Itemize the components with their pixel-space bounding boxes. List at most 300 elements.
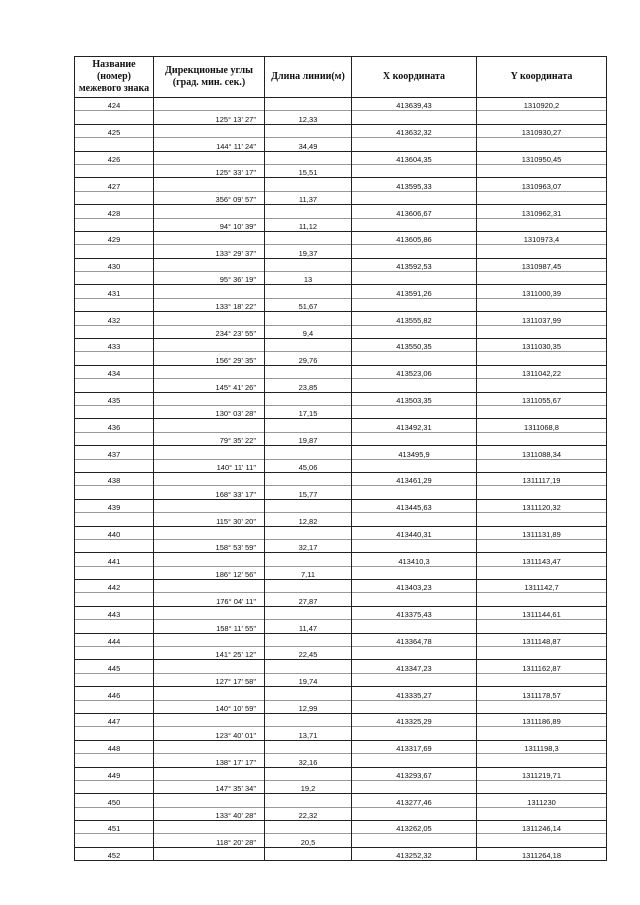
empty-cell bbox=[352, 834, 477, 847]
direction-angle: 118° 20' 28" bbox=[154, 834, 265, 847]
empty-cell bbox=[352, 191, 477, 204]
empty-cell bbox=[352, 352, 477, 365]
empty-cell bbox=[477, 245, 607, 258]
y-coordinate: 1311246,14 bbox=[477, 821, 607, 834]
empty-cell bbox=[352, 566, 477, 579]
x-coordinate: 413277,46 bbox=[352, 794, 477, 807]
empty-cell bbox=[75, 539, 154, 552]
empty-cell bbox=[265, 660, 352, 673]
segment-row bbox=[75, 218, 607, 231]
empty-cell bbox=[352, 807, 477, 820]
empty-cell bbox=[477, 620, 607, 633]
x-coordinate: 413523,06 bbox=[352, 365, 477, 378]
x-coordinate: 413503,35 bbox=[352, 392, 477, 405]
segment-row bbox=[75, 191, 607, 204]
empty-cell bbox=[154, 98, 265, 111]
x-coordinate: 413555,82 bbox=[352, 312, 477, 325]
segment-row bbox=[75, 459, 607, 472]
point-row bbox=[75, 258, 607, 271]
point-name: 425 bbox=[75, 124, 154, 137]
point-name: 424 bbox=[75, 98, 154, 111]
empty-cell bbox=[477, 325, 607, 338]
empty-cell bbox=[477, 486, 607, 499]
empty-cell bbox=[477, 593, 607, 606]
point-name: 433 bbox=[75, 339, 154, 352]
empty-cell bbox=[154, 580, 265, 593]
point-name: 447 bbox=[75, 713, 154, 726]
point-name: 430 bbox=[75, 258, 154, 271]
empty-cell bbox=[477, 218, 607, 231]
x-coordinate: 413606,67 bbox=[352, 205, 477, 218]
point-name: 441 bbox=[75, 553, 154, 566]
empty-cell bbox=[265, 740, 352, 753]
x-coordinate: 413440,31 bbox=[352, 526, 477, 539]
empty-cell bbox=[154, 633, 265, 646]
empty-cell bbox=[352, 379, 477, 392]
line-length: 15,77 bbox=[265, 486, 352, 499]
point-row bbox=[75, 526, 607, 539]
direction-angle: 140° 10' 59" bbox=[154, 700, 265, 713]
point-row bbox=[75, 205, 607, 218]
point-row bbox=[75, 365, 607, 378]
empty-cell bbox=[265, 499, 352, 512]
direction-angle: 147° 35' 34" bbox=[154, 780, 265, 793]
empty-cell bbox=[75, 379, 154, 392]
y-coordinate: 1311142,7 bbox=[477, 580, 607, 593]
empty-cell bbox=[75, 405, 154, 418]
y-coordinate: 1311055,67 bbox=[477, 392, 607, 405]
empty-cell bbox=[352, 539, 477, 552]
empty-cell bbox=[477, 432, 607, 445]
direction-angle: 158° 11' 55" bbox=[154, 620, 265, 633]
segment-row bbox=[75, 673, 607, 686]
line-length: 7,11 bbox=[265, 566, 352, 579]
point-row bbox=[75, 687, 607, 700]
line-length: 29,76 bbox=[265, 352, 352, 365]
line-length: 15,51 bbox=[265, 164, 352, 177]
x-coordinate: 413252,32 bbox=[352, 847, 477, 860]
empty-cell bbox=[477, 164, 607, 177]
empty-cell bbox=[265, 687, 352, 700]
empty-cell bbox=[477, 700, 607, 713]
empty-cell bbox=[265, 258, 352, 271]
y-coordinate: 1310987,45 bbox=[477, 258, 607, 271]
empty-cell bbox=[154, 526, 265, 539]
empty-cell bbox=[154, 713, 265, 726]
x-coordinate: 413605,86 bbox=[352, 231, 477, 244]
x-coordinate: 413492,31 bbox=[352, 419, 477, 432]
empty-cell bbox=[477, 272, 607, 285]
empty-cell bbox=[75, 298, 154, 311]
segment-row bbox=[75, 780, 607, 793]
point-row bbox=[75, 339, 607, 352]
empty-cell bbox=[154, 794, 265, 807]
segment-row bbox=[75, 647, 607, 660]
empty-cell bbox=[352, 138, 477, 151]
empty-cell bbox=[154, 124, 265, 137]
empty-cell bbox=[265, 794, 352, 807]
empty-cell bbox=[154, 553, 265, 566]
segment-row bbox=[75, 379, 607, 392]
direction-angle: 127° 17' 58" bbox=[154, 673, 265, 686]
x-coordinate: 413325,29 bbox=[352, 713, 477, 726]
line-length: 9,4 bbox=[265, 325, 352, 338]
empty-cell bbox=[352, 405, 477, 418]
y-coordinate: 1311068,8 bbox=[477, 419, 607, 432]
empty-cell bbox=[75, 566, 154, 579]
point-name: 437 bbox=[75, 446, 154, 459]
empty-cell bbox=[477, 566, 607, 579]
segment-row bbox=[75, 593, 607, 606]
direction-angle: 130° 03' 28" bbox=[154, 405, 265, 418]
empty-cell bbox=[477, 513, 607, 526]
y-coordinate: 1311088,34 bbox=[477, 446, 607, 459]
direction-angle: 168° 33' 17" bbox=[154, 486, 265, 499]
line-length: 19,87 bbox=[265, 432, 352, 445]
empty-cell bbox=[75, 807, 154, 820]
line-length: 20,5 bbox=[265, 834, 352, 847]
empty-cell bbox=[352, 325, 477, 338]
empty-cell bbox=[154, 767, 265, 780]
empty-cell bbox=[154, 312, 265, 325]
empty-cell bbox=[477, 754, 607, 767]
direction-angle: 123° 40' 01" bbox=[154, 727, 265, 740]
direction-angle: 158° 53' 59" bbox=[154, 539, 265, 552]
empty-cell bbox=[265, 821, 352, 834]
point-name: 445 bbox=[75, 660, 154, 673]
empty-cell bbox=[154, 499, 265, 512]
empty-cell bbox=[265, 633, 352, 646]
direction-angle: 94° 10' 39" bbox=[154, 218, 265, 231]
point-name: 435 bbox=[75, 392, 154, 405]
y-coordinate: 1310920,2 bbox=[477, 98, 607, 111]
line-length: 12,33 bbox=[265, 111, 352, 124]
empty-cell bbox=[75, 352, 154, 365]
empty-cell bbox=[265, 419, 352, 432]
header-x-coordinate: X координата bbox=[352, 57, 477, 98]
segment-row bbox=[75, 138, 607, 151]
empty-cell bbox=[75, 513, 154, 526]
empty-cell bbox=[477, 111, 607, 124]
empty-cell bbox=[265, 339, 352, 352]
direction-angle: 133° 18' 22" bbox=[154, 298, 265, 311]
direction-angle: 115° 30' 20" bbox=[154, 513, 265, 526]
point-name: 444 bbox=[75, 633, 154, 646]
empty-cell bbox=[75, 164, 154, 177]
direction-angle: 133° 29' 37" bbox=[154, 245, 265, 258]
y-coordinate: 1311042,22 bbox=[477, 365, 607, 378]
segment-row bbox=[75, 539, 607, 552]
line-length: 23,85 bbox=[265, 379, 352, 392]
empty-cell bbox=[154, 392, 265, 405]
empty-cell bbox=[75, 673, 154, 686]
segment-row bbox=[75, 486, 607, 499]
empty-cell bbox=[75, 459, 154, 472]
point-row bbox=[75, 285, 607, 298]
point-row bbox=[75, 740, 607, 753]
segment-row bbox=[75, 620, 607, 633]
y-coordinate: 1310963,07 bbox=[477, 178, 607, 191]
empty-cell bbox=[477, 138, 607, 151]
empty-cell bbox=[352, 164, 477, 177]
empty-cell bbox=[352, 780, 477, 793]
empty-cell bbox=[265, 205, 352, 218]
point-name: 450 bbox=[75, 794, 154, 807]
y-coordinate: 1311030,35 bbox=[477, 339, 607, 352]
y-coordinate: 1311037,99 bbox=[477, 312, 607, 325]
segment-row bbox=[75, 807, 607, 820]
header-line-length: Длина линии(м) bbox=[265, 57, 352, 98]
empty-cell bbox=[352, 593, 477, 606]
direction-angle: 79° 35' 22" bbox=[154, 432, 265, 445]
segment-row bbox=[75, 754, 607, 767]
empty-cell bbox=[265, 472, 352, 485]
y-coordinate: 1311186,89 bbox=[477, 713, 607, 726]
header-y-coordinate: Y координата bbox=[477, 57, 607, 98]
point-row bbox=[75, 606, 607, 619]
line-length: 32,16 bbox=[265, 754, 352, 767]
x-coordinate: 413293,67 bbox=[352, 767, 477, 780]
empty-cell bbox=[154, 821, 265, 834]
empty-cell bbox=[352, 647, 477, 660]
x-coordinate: 413632,32 bbox=[352, 124, 477, 137]
empty-cell bbox=[154, 446, 265, 459]
line-length: 12,82 bbox=[265, 513, 352, 526]
line-length: 32,17 bbox=[265, 539, 352, 552]
empty-cell bbox=[352, 700, 477, 713]
point-row bbox=[75, 419, 607, 432]
y-coordinate: 1311143,47 bbox=[477, 553, 607, 566]
empty-cell bbox=[265, 231, 352, 244]
empty-cell bbox=[477, 647, 607, 660]
segment-row bbox=[75, 352, 607, 365]
y-coordinate: 1310930,27 bbox=[477, 124, 607, 137]
empty-cell bbox=[75, 325, 154, 338]
point-row bbox=[75, 312, 607, 325]
empty-cell bbox=[75, 191, 154, 204]
line-length: 22,45 bbox=[265, 647, 352, 660]
x-coordinate: 413445,63 bbox=[352, 499, 477, 512]
empty-cell bbox=[154, 660, 265, 673]
x-coordinate: 413495,9 bbox=[352, 446, 477, 459]
segment-row bbox=[75, 432, 607, 445]
empty-cell bbox=[75, 218, 154, 231]
x-coordinate: 413375,43 bbox=[352, 606, 477, 619]
empty-cell bbox=[265, 553, 352, 566]
empty-cell bbox=[265, 178, 352, 191]
line-length: 11,47 bbox=[265, 620, 352, 633]
empty-cell bbox=[352, 459, 477, 472]
direction-angle: 176° 04' 11" bbox=[154, 593, 265, 606]
point-row bbox=[75, 633, 607, 646]
line-length: 11,12 bbox=[265, 218, 352, 231]
point-row bbox=[75, 553, 607, 566]
empty-cell bbox=[75, 111, 154, 124]
empty-cell bbox=[154, 205, 265, 218]
empty-cell bbox=[75, 245, 154, 258]
y-coordinate: 1310962,31 bbox=[477, 205, 607, 218]
point-name: 427 bbox=[75, 178, 154, 191]
point-row bbox=[75, 713, 607, 726]
direction-angle: 140° 11' 11" bbox=[154, 459, 265, 472]
empty-cell bbox=[265, 580, 352, 593]
empty-cell bbox=[75, 486, 154, 499]
empty-cell bbox=[352, 298, 477, 311]
empty-cell bbox=[154, 339, 265, 352]
empty-cell bbox=[75, 138, 154, 151]
point-name: 448 bbox=[75, 740, 154, 753]
empty-cell bbox=[265, 767, 352, 780]
empty-cell bbox=[154, 687, 265, 700]
empty-cell bbox=[477, 539, 607, 552]
direction-angle: 186° 12' 56" bbox=[154, 566, 265, 579]
empty-cell bbox=[265, 285, 352, 298]
point-name: 431 bbox=[75, 285, 154, 298]
point-row bbox=[75, 472, 607, 485]
empty-cell bbox=[154, 606, 265, 619]
x-coordinate: 413403,23 bbox=[352, 580, 477, 593]
y-coordinate: 1311230 bbox=[477, 794, 607, 807]
empty-cell bbox=[265, 526, 352, 539]
point-name: 438 bbox=[75, 472, 154, 485]
point-name: 443 bbox=[75, 606, 154, 619]
empty-cell bbox=[265, 713, 352, 726]
x-coordinate: 413592,53 bbox=[352, 258, 477, 271]
segment-row bbox=[75, 700, 607, 713]
line-length: 27,87 bbox=[265, 593, 352, 606]
x-coordinate: 413262,05 bbox=[352, 821, 477, 834]
x-coordinate: 413550,35 bbox=[352, 339, 477, 352]
table-header-row bbox=[75, 57, 607, 98]
header-point-name: Название (номер) межевого знака bbox=[75, 57, 154, 98]
y-coordinate: 1311198,3 bbox=[477, 740, 607, 753]
empty-cell bbox=[154, 231, 265, 244]
y-coordinate: 1311162,87 bbox=[477, 660, 607, 673]
direction-angle: 156° 29' 35" bbox=[154, 352, 265, 365]
x-coordinate: 413335,27 bbox=[352, 687, 477, 700]
empty-cell bbox=[75, 727, 154, 740]
empty-cell bbox=[154, 419, 265, 432]
empty-cell bbox=[477, 191, 607, 204]
line-length: 19,2 bbox=[265, 780, 352, 793]
y-coordinate: 1311264,18 bbox=[477, 847, 607, 860]
y-coordinate: 1311120,32 bbox=[477, 499, 607, 512]
point-row bbox=[75, 178, 607, 191]
empty-cell bbox=[154, 151, 265, 164]
y-coordinate: 1310973,4 bbox=[477, 231, 607, 244]
segment-row bbox=[75, 245, 607, 258]
y-coordinate: 1311000,39 bbox=[477, 285, 607, 298]
point-name: 426 bbox=[75, 151, 154, 164]
x-coordinate: 413604,35 bbox=[352, 151, 477, 164]
x-coordinate: 413595,33 bbox=[352, 178, 477, 191]
point-row bbox=[75, 847, 607, 860]
direction-angle: 144° 11' 24" bbox=[154, 138, 265, 151]
direction-angle: 125° 13' 27" bbox=[154, 111, 265, 124]
empty-cell bbox=[265, 98, 352, 111]
direction-angle: 138° 17' 17" bbox=[154, 754, 265, 767]
empty-cell bbox=[477, 459, 607, 472]
point-name: 451 bbox=[75, 821, 154, 834]
point-row bbox=[75, 660, 607, 673]
empty-cell bbox=[154, 365, 265, 378]
table-body bbox=[75, 98, 607, 861]
point-row bbox=[75, 794, 607, 807]
point-name: 440 bbox=[75, 526, 154, 539]
line-length: 13,71 bbox=[265, 727, 352, 740]
empty-cell bbox=[477, 379, 607, 392]
empty-cell bbox=[352, 727, 477, 740]
point-name: 442 bbox=[75, 580, 154, 593]
direction-angle: 145° 41' 26" bbox=[154, 379, 265, 392]
point-row bbox=[75, 392, 607, 405]
line-length: 22,32 bbox=[265, 807, 352, 820]
point-name: 434 bbox=[75, 365, 154, 378]
direction-angle: 356° 09' 57" bbox=[154, 191, 265, 204]
empty-cell bbox=[154, 847, 265, 860]
x-coordinate: 413639,43 bbox=[352, 98, 477, 111]
point-row bbox=[75, 446, 607, 459]
empty-cell bbox=[265, 365, 352, 378]
point-row bbox=[75, 124, 607, 137]
segment-row bbox=[75, 513, 607, 526]
empty-cell bbox=[265, 606, 352, 619]
line-length: 19,37 bbox=[265, 245, 352, 258]
y-coordinate: 1311131,89 bbox=[477, 526, 607, 539]
point-name: 436 bbox=[75, 419, 154, 432]
empty-cell bbox=[265, 151, 352, 164]
y-coordinate: 1310950,45 bbox=[477, 151, 607, 164]
segment-row bbox=[75, 164, 607, 177]
segment-row bbox=[75, 727, 607, 740]
empty-cell bbox=[75, 593, 154, 606]
empty-cell bbox=[477, 780, 607, 793]
empty-cell bbox=[352, 272, 477, 285]
empty-cell bbox=[75, 272, 154, 285]
direction-angle: 133° 40' 28" bbox=[154, 807, 265, 820]
empty-cell bbox=[265, 124, 352, 137]
point-row bbox=[75, 151, 607, 164]
x-coordinate: 413461,29 bbox=[352, 472, 477, 485]
point-name: 429 bbox=[75, 231, 154, 244]
x-coordinate: 413347,23 bbox=[352, 660, 477, 673]
point-row bbox=[75, 231, 607, 244]
y-coordinate: 1311219,71 bbox=[477, 767, 607, 780]
empty-cell bbox=[75, 620, 154, 633]
empty-cell bbox=[352, 111, 477, 124]
y-coordinate: 1311144,61 bbox=[477, 606, 607, 619]
line-length: 19,74 bbox=[265, 673, 352, 686]
x-coordinate: 413364,78 bbox=[352, 633, 477, 646]
empty-cell bbox=[352, 218, 477, 231]
point-name: 428 bbox=[75, 205, 154, 218]
direction-angle: 95° 36' 19" bbox=[154, 272, 265, 285]
empty-cell bbox=[477, 405, 607, 418]
empty-cell bbox=[352, 620, 477, 633]
y-coordinate: 1311117,19 bbox=[477, 472, 607, 485]
empty-cell bbox=[477, 834, 607, 847]
empty-cell bbox=[352, 513, 477, 526]
empty-cell bbox=[265, 312, 352, 325]
empty-cell bbox=[75, 700, 154, 713]
segment-row bbox=[75, 325, 607, 338]
y-coordinate: 1311148,87 bbox=[477, 633, 607, 646]
empty-cell bbox=[75, 780, 154, 793]
direction-angle: 125° 33' 17" bbox=[154, 164, 265, 177]
point-row bbox=[75, 580, 607, 593]
segment-row bbox=[75, 298, 607, 311]
empty-cell bbox=[154, 258, 265, 271]
